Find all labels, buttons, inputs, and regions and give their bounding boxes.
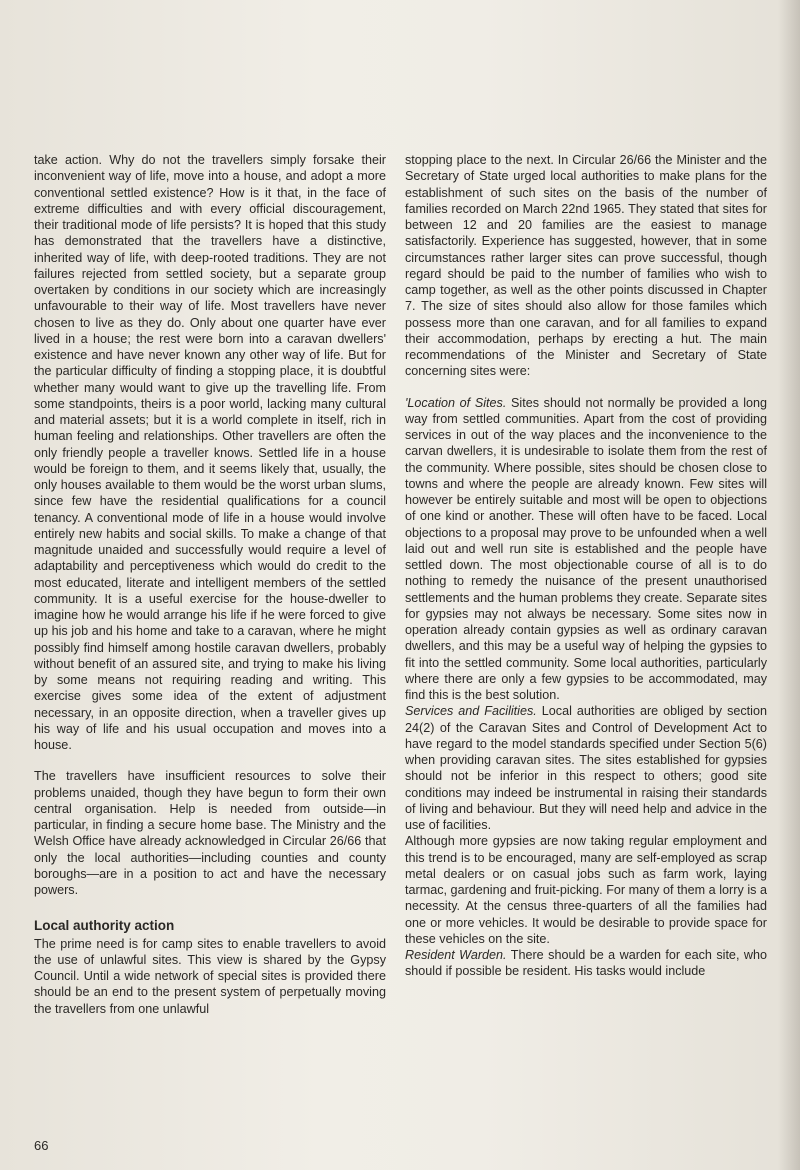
body-paragraph: Although more gypsies are now taking regular employment and this trend is to be encouraged, many are self-employed as scrap metal dealers or on casual jobs such as farm work, laying tarmac, gardening and fruit-picking. For many of them a lorry is a necessity. At the census three-quarters of all the families had one or more vehicles. It would be desirable to provide space for these vehicles on the site. bbox=[405, 834, 767, 946]
quoted-paragraph-services bbox=[405, 703, 767, 833]
run-in-heading: 'Location of Sites. bbox=[405, 395, 507, 410]
page-number: 66 bbox=[34, 1138, 49, 1153]
paragraph-text: There should be a warden for each site, who should if possible be resident. His tasks would include bbox=[405, 948, 768, 979]
run-in-heading: Resident Warden. bbox=[405, 948, 507, 962]
paragraph-text: Local authorities are obliged by section 24(2) of the Caravan Sites and Control of Development Act to have regard to the model standards specified under Section 5(6) when providing caravan sites. The sites established for gypsies should not be inferior in this respect to others; good site conditions may indeed be instrumental in raising their standards of living and behaviour. But they will need help and advice in the use of facilities. bbox=[405, 704, 767, 832]
quoted-paragraph-warden bbox=[405, 947, 767, 980]
body-paragraph: The travellers have insufficient resources to solve their problems unaided, though they have begun to form their own central organisation. Help is needed from outside—in particular, in finding a secure home base. The Ministry and the Welsh Office have already acknowledged in Circular 26/66 that only the local authorities—including counties and county boroughs—are in a position to act and have the necessary powers. bbox=[34, 769, 386, 897]
run-in-heading: Services and Facilities. bbox=[405, 704, 537, 719]
left-column bbox=[34, 152, 386, 1017]
body-paragraph: stopping place to the next. In Circular 26/66 the Minister and the Secretary of State urged local authorities to make plans for the establishment of such sites on the basis of the number of families recorded on March 22nd 1965. They stated that sites for between 12 and 20 families are the easiest to manage satisfactorily. Experience has suggested, however, that in some circumstances rather larger sites can prove successful, though regard should be paid to the number of families who wish to camp together, as well as the other points discussed in Chapter 7. The size of sites should also allow for those familes which possess more than one caravan, and for all families to expand their accommodation, perhaps by erecting a hut. The main recommendations of the Minister and Secretary of State concerning sites were: bbox=[405, 153, 767, 379]
body-paragraph: The prime need is for camp sites to enable travellers to avoid the use of unlawful sites. This view is shared by the Gypsy Council. Until a wide network of special sites is provided there should be an end to the present system of perpetually moving the travellers from one unlawful bbox=[34, 936, 386, 1016]
paragraph-text: Sites should not normally be provided a long way from settled communities. Apart from the cost of providing services in out of the way places and the inconvenience to the carvan dwellers, it is undesirable to isolate them from the rest of the community. Where possible, sites should be chosen close to towns and where the people are already known. Few sites will however be entirely suitable and most will be open to objections of one kind or another. These will often have to be faced. Local objections to a proposal may prove to be unfounded when a well laid out and well run site is established and the people have settled down. The most objectionable course of all is to do nothing to remedy the nuisance of the present unauthorised settlements and the human problems they create. Separate sites for gypsies may not always be necessary. Some sites now in operation already contain gypsies as well as ordinary caravan dwellers, and this may be a useful way of helping the gypsies to fit into the settled community. Some local authorities, particularly where there are only a few gypsies to be accommodated, may find this is the best solution. bbox=[405, 395, 767, 702]
right-column bbox=[405, 152, 767, 980]
body-paragraph: take action. Why do not the travellers simply forsake their inconvenient way of life, move into a house, and adopt a more conventional settled existence? How is it that, in the face of extreme difficulties and with every official discouragement, their traditional mode of life persists? It is hoped that this study has demonstrated that the travellers have a distinctive, inherited way of life, with deep-rooted traditions. They are not failures rejected from settled society, but a separate group overtaken by conditions in our society which are increasingly unfavourable to their way of life. Most travellers have never chosen to live as they do. Only about one quarter have ever lived in a house; the rest were born into a caravan dwellers' existence and have never known any other way of life. But for the particular difficulty of finding a stopping place, it is doubtful whether many would want to give up the travelling life. From some standpoints, theirs is a poor world, lacking many cultural and material assets; but it is a world complete in itself, rich in human feeling and relationships. Other travellers are often the only friendly people a traveller knows. Settled life in a house would be foreign to them, and it seems likely that, usually, the only houses available to them would be the worst urban slums, since few have the residential qualifications for a council tenancy. A conventional mode of life in a house would involve entirely new habits and social skills. To make a change of that magnitude unaided and successfully would require a level of adaptability and perceptiveness which would do credit to the most educated, literate and intelligent members of the settled community. It is a useful exercise for the house-dweller to imagine how he would arrange his life if he were forced to give up his job and his home and take to a caravan, where he might possibly find himself among hostile caravan dwellers, probably without benefit of an assured site, and trying to make his living by some means not requiring reading and writing. This exercise gives some idea of the extent of adjustment necessary, in an opposite direction, when a traveller gives up his way of life and his usual occupation and moves into a house. bbox=[34, 153, 386, 752]
quoted-paragraph-location bbox=[405, 395, 767, 704]
section-heading: Local authority action bbox=[34, 918, 175, 934]
